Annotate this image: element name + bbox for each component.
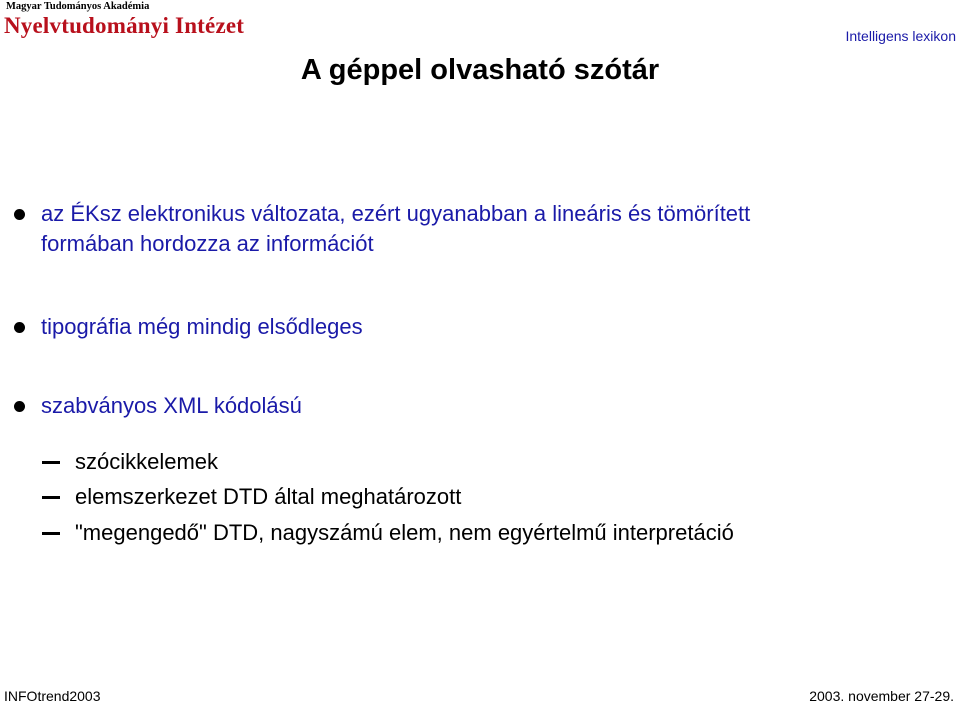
logo-academy-text: Magyar Tudományos Akadémia [6,1,150,12]
bullet-dot-icon [14,401,25,412]
logo-institute-text: Nyelvtudományi Intézet [4,13,245,38]
bullet-text: szabványos XML kódolású [41,393,302,418]
footer-event: INFOtrend2003 [4,688,101,704]
institute-logo [4,0,264,42]
sub-item-text: elemszerkezet DTD által meghatározott [75,484,462,509]
bullet-text: tipográfia még mindig elsődleges [41,314,363,339]
bullet-item [14,391,914,421]
bullet-text-line: formában hordozza az információt [41,231,374,256]
bullet-dot-icon [14,322,25,333]
slide-title: A géppel olvasható szótár [300,54,660,86]
dash-icon [42,496,60,499]
bullet-dot-icon [14,209,25,220]
bullet-text [41,199,750,259]
bullet-item [14,199,954,259]
sub-item-text: "megengedő" DTD, nagyszámú elem, nem egyértelmű interpretáció [75,520,734,545]
dash-icon [42,461,60,464]
section-label: Intelligens lexikon [845,28,956,44]
sub-item-text: szócikkelemek [75,449,219,474]
bullet-item [14,312,914,342]
dash-icon [42,532,60,535]
sub-item [42,447,922,477]
sub-item [42,482,922,512]
bullet-text-line: az ÉKsz elektronikus változata, ezért ugyanabban a lineáris és tömörített [41,201,751,226]
footer-date: 2003. november 27-29. [809,688,954,704]
sub-item [42,518,922,548]
